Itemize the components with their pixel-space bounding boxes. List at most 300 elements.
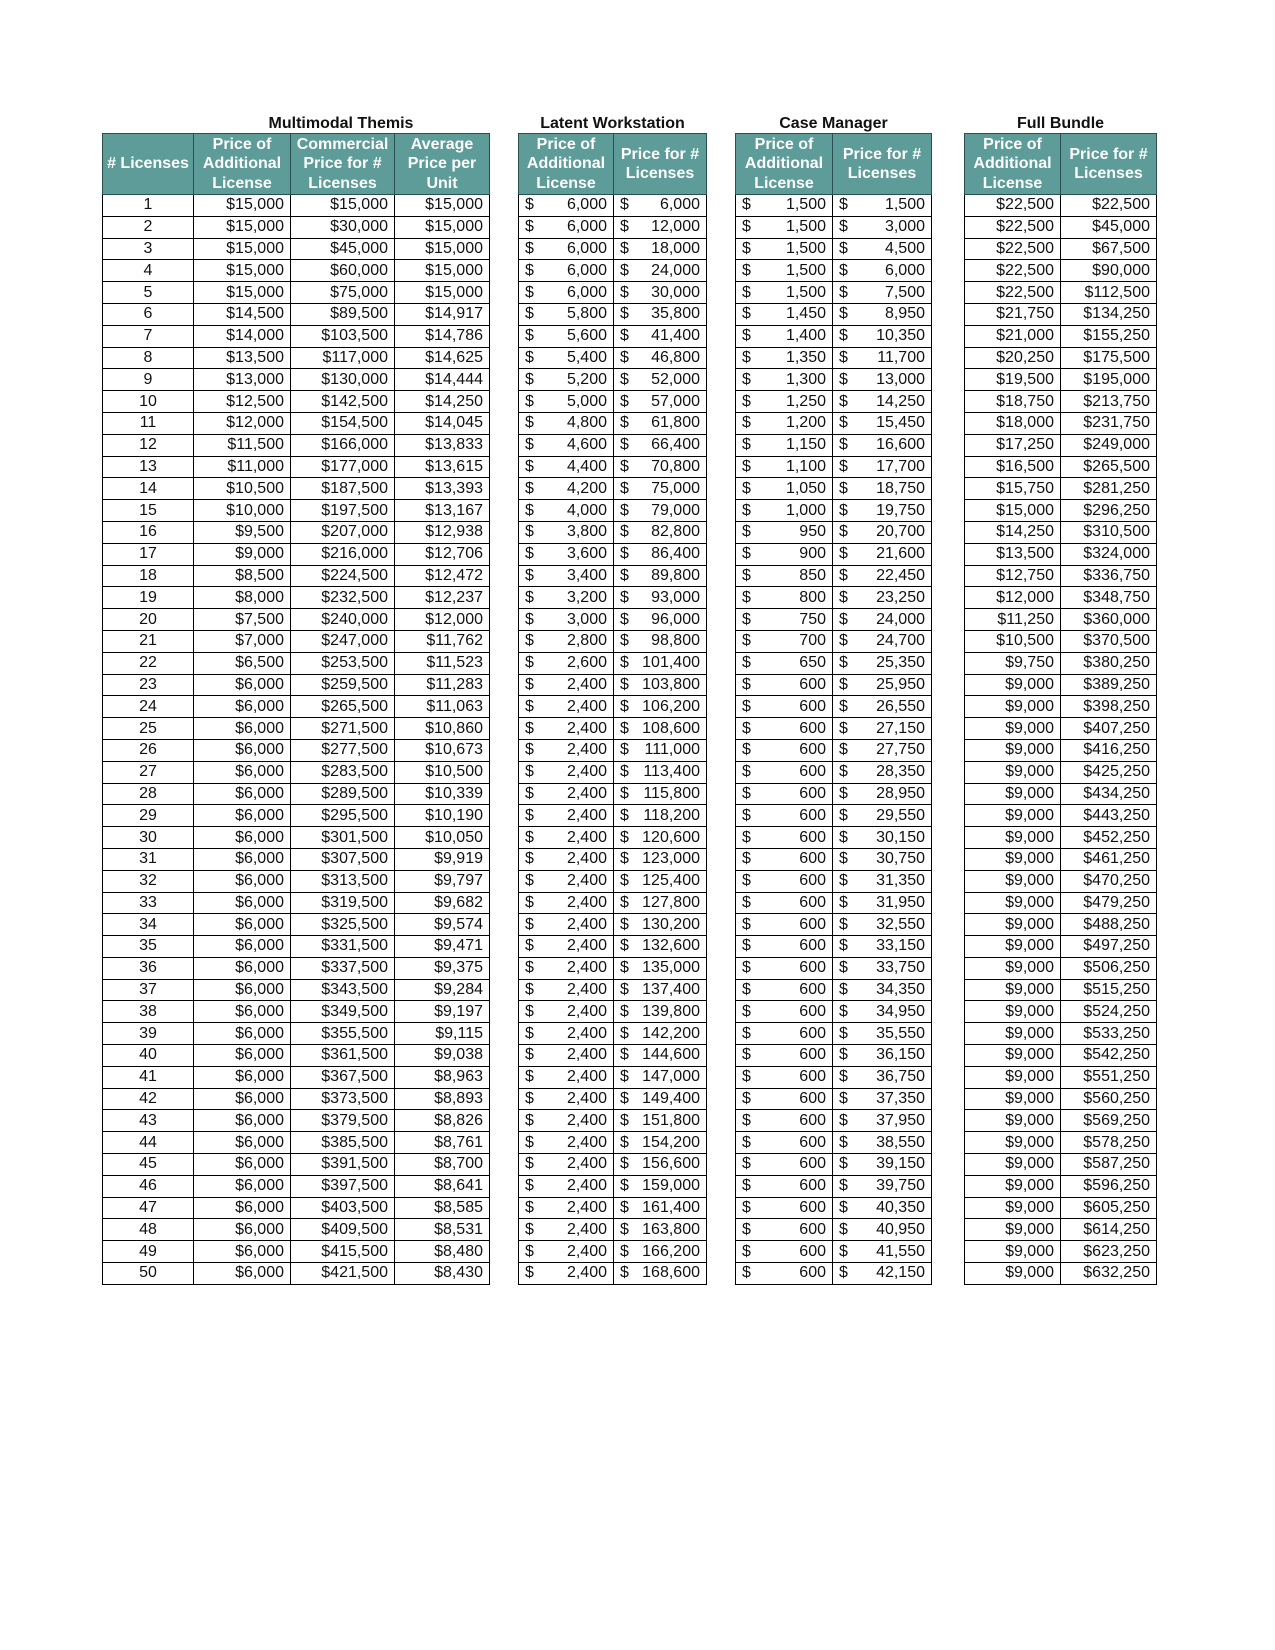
price-additional: $15,000 (194, 238, 291, 260)
license-count: 50 (103, 1263, 194, 1285)
amount: 600 (799, 981, 826, 999)
license-count: 28 (103, 783, 194, 805)
currency-symbol: $ (620, 566, 629, 584)
license-count: 26 (103, 739, 194, 761)
price-for-licenses (833, 1001, 932, 1023)
amount: 27,750 (876, 741, 925, 759)
table-row (519, 979, 707, 1001)
commercial-price: $207,000 (291, 521, 395, 543)
average-price: $12,472 (395, 565, 490, 587)
average-price: $10,860 (395, 718, 490, 740)
currency-symbol: $ (620, 741, 629, 759)
table-row (736, 478, 932, 500)
price-additional: $9,000 (965, 848, 1061, 870)
amount: 159,000 (642, 1177, 700, 1195)
amount: 101,400 (642, 654, 700, 672)
currency-symbol: $ (525, 893, 534, 911)
amount: 2,400 (566, 1264, 607, 1282)
amount: 25,350 (876, 654, 925, 672)
amount: 75,000 (651, 479, 700, 497)
price-additional: $6,000 (194, 674, 291, 696)
amount: 3,800 (566, 523, 607, 541)
case-manager-table (735, 133, 932, 1285)
currency-symbol: $ (839, 915, 848, 933)
table-row (965, 434, 1157, 456)
price-additional (519, 1197, 614, 1219)
price-additional: $6,000 (194, 848, 291, 870)
table-row (736, 870, 932, 892)
table-row (736, 957, 932, 979)
table-row (965, 1263, 1157, 1285)
average-price: $9,797 (395, 870, 490, 892)
currency-symbol: $ (525, 872, 534, 890)
table-row (519, 1110, 707, 1132)
price-for-licenses (614, 303, 707, 325)
price-additional (736, 1023, 833, 1045)
currency-symbol: $ (525, 850, 534, 868)
average-price: $11,063 (395, 696, 490, 718)
license-count: 10 (103, 391, 194, 413)
table-row (965, 565, 1157, 587)
currency-symbol: $ (742, 1111, 751, 1129)
amount: 12,000 (651, 218, 700, 236)
table-row (965, 216, 1157, 238)
amount: 115,800 (643, 784, 700, 802)
amount: 29,550 (876, 806, 925, 824)
price-for-licenses (833, 870, 932, 892)
table-row (519, 1023, 707, 1045)
currency-symbol: $ (525, 1242, 534, 1260)
header-price-additional: Price of Additional License (194, 134, 291, 195)
table-row (103, 936, 490, 958)
table-row (103, 1175, 490, 1197)
price-for-licenses (833, 652, 932, 674)
price-additional (736, 609, 833, 631)
currency-symbol: $ (620, 436, 629, 454)
amount: 35,550 (876, 1024, 925, 1042)
commercial-price: $45,000 (291, 238, 395, 260)
table-row (103, 827, 490, 849)
amount: 30,150 (876, 828, 925, 846)
currency-symbol: $ (620, 1002, 629, 1020)
table-row (965, 500, 1157, 522)
amount: 41,400 (651, 327, 700, 345)
amount: 108,600 (642, 719, 700, 737)
amount: 19,750 (876, 501, 925, 519)
license-count: 29 (103, 805, 194, 827)
price-for-licenses: $443,250 (1061, 805, 1157, 827)
price-additional (736, 565, 833, 587)
license-count: 14 (103, 478, 194, 500)
price-additional: $6,000 (194, 805, 291, 827)
price-additional: $6,000 (194, 914, 291, 936)
table-row (965, 892, 1157, 914)
currency-symbol: $ (620, 283, 629, 301)
commercial-price: $403,500 (291, 1197, 395, 1219)
average-price: $13,615 (395, 456, 490, 478)
commercial-price: $349,500 (291, 1001, 395, 1023)
price-for-licenses (833, 827, 932, 849)
amount: 2,400 (566, 741, 607, 759)
table-row (736, 1001, 932, 1023)
currency-symbol: $ (525, 697, 534, 715)
currency-symbol: $ (742, 654, 751, 672)
currency-symbol: $ (620, 610, 629, 628)
price-for-licenses (614, 1001, 707, 1023)
price-additional: $9,000 (965, 1263, 1061, 1285)
average-price: $13,167 (395, 500, 490, 522)
amount: 1,300 (785, 370, 826, 388)
price-for-licenses: $461,250 (1061, 848, 1157, 870)
average-price: $14,045 (395, 412, 490, 434)
price-additional (519, 1001, 614, 1023)
price-for-licenses (833, 412, 932, 434)
amount: 163,800 (642, 1220, 700, 1238)
price-for-licenses (614, 238, 707, 260)
currency-symbol: $ (525, 675, 534, 693)
average-price: $14,917 (395, 303, 490, 325)
table-row (519, 674, 707, 696)
table-row (519, 870, 707, 892)
amount: 2,400 (566, 719, 607, 737)
price-additional (736, 674, 833, 696)
currency-symbol: $ (620, 763, 629, 781)
amount: 600 (799, 1090, 826, 1108)
table-row (519, 587, 707, 609)
license-count: 1 (103, 195, 194, 217)
table-row (965, 347, 1157, 369)
amount: 39,750 (876, 1177, 925, 1195)
amount: 4,800 (566, 414, 607, 432)
amount: 21,600 (876, 545, 925, 563)
commercial-price: $216,000 (291, 543, 395, 565)
amount: 32,550 (876, 915, 925, 933)
license-count: 44 (103, 1132, 194, 1154)
commercial-price: $319,500 (291, 892, 395, 914)
price-for-licenses: $623,250 (1061, 1241, 1157, 1263)
price-additional: $15,000 (965, 500, 1061, 522)
price-for-licenses (833, 739, 932, 761)
price-additional: $9,000 (965, 914, 1061, 936)
table-row (103, 674, 490, 696)
currency-symbol: $ (839, 348, 848, 366)
table-row (519, 456, 707, 478)
currency-symbol: $ (525, 632, 534, 650)
currency-symbol: $ (620, 675, 629, 693)
price-for-licenses (833, 718, 932, 740)
currency-symbol: $ (620, 937, 629, 955)
table-row (103, 195, 490, 217)
price-for-licenses (614, 979, 707, 1001)
amount: 700 (799, 632, 826, 650)
table-row (519, 282, 707, 304)
table-row (736, 783, 932, 805)
price-for-licenses: $533,250 (1061, 1023, 1157, 1045)
commercial-price: $397,500 (291, 1175, 395, 1197)
license-count: 24 (103, 696, 194, 718)
price-for-licenses: $416,250 (1061, 739, 1157, 761)
price-additional (519, 674, 614, 696)
amount: 4,000 (566, 501, 607, 519)
average-price: $15,000 (395, 238, 490, 260)
amount: 600 (799, 1199, 826, 1217)
license-count: 21 (103, 630, 194, 652)
price-for-licenses (614, 805, 707, 827)
commercial-price: $30,000 (291, 216, 395, 238)
price-additional (519, 1219, 614, 1241)
average-price: $15,000 (395, 216, 490, 238)
price-for-licenses: $515,250 (1061, 979, 1157, 1001)
amount: 168,600 (642, 1264, 700, 1282)
table-row (736, 652, 932, 674)
price-additional (736, 805, 833, 827)
table-row (519, 892, 707, 914)
average-price: $14,786 (395, 325, 490, 347)
header-price-additional: Price of Additional License (736, 134, 833, 195)
price-additional: $9,000 (965, 1023, 1061, 1045)
price-additional (736, 521, 833, 543)
price-for-licenses: $434,250 (1061, 783, 1157, 805)
price-for-licenses (833, 1263, 932, 1285)
license-count: 35 (103, 936, 194, 958)
table-row (103, 1132, 490, 1154)
price-additional: $6,000 (194, 979, 291, 1001)
table-row (965, 1001, 1157, 1023)
amount: 2,400 (566, 1046, 607, 1064)
license-count: 22 (103, 652, 194, 674)
table-row (736, 434, 932, 456)
price-additional (736, 914, 833, 936)
currency-symbol: $ (839, 1024, 848, 1042)
price-additional (736, 478, 833, 500)
amount: 600 (799, 763, 826, 781)
price-additional: $19,500 (965, 369, 1061, 391)
case-manager-section (735, 115, 932, 1285)
commercial-price: $154,500 (291, 412, 395, 434)
currency-symbol: $ (742, 348, 751, 366)
currency-symbol: $ (620, 850, 629, 868)
price-for-licenses (833, 892, 932, 914)
multimodal-themis-body (103, 195, 490, 1285)
currency-symbol: $ (525, 392, 534, 410)
table-row (103, 1219, 490, 1241)
price-additional (519, 543, 614, 565)
currency-symbol: $ (620, 719, 629, 737)
currency-symbol: $ (742, 1177, 751, 1195)
table-row (519, 630, 707, 652)
price-for-licenses: $632,250 (1061, 1263, 1157, 1285)
currency-symbol: $ (620, 588, 629, 606)
amount: 6,000 (659, 196, 700, 214)
price-additional: $9,000 (965, 957, 1061, 979)
currency-symbol: $ (525, 457, 534, 475)
table-row (965, 412, 1157, 434)
price-additional: $14,500 (194, 303, 291, 325)
amount: 144,600 (642, 1046, 700, 1064)
currency-symbol: $ (742, 719, 751, 737)
amount: 52,000 (651, 370, 700, 388)
table-row (965, 456, 1157, 478)
amount: 600 (799, 1024, 826, 1042)
table-row (736, 1197, 932, 1219)
amount: 139,800 (642, 1002, 700, 1020)
currency-symbol: $ (839, 981, 848, 999)
currency-symbol: $ (839, 392, 848, 410)
price-additional: $6,000 (194, 1241, 291, 1263)
table-row (736, 936, 932, 958)
currency-symbol: $ (620, 784, 629, 802)
header-price-additional: Price of Additional License (965, 134, 1061, 195)
price-additional (519, 195, 614, 217)
price-additional: $9,000 (965, 1110, 1061, 1132)
table-row (736, 1023, 932, 1045)
price-for-licenses (614, 325, 707, 347)
amount: 600 (799, 1242, 826, 1260)
currency-symbol: $ (742, 457, 751, 475)
price-additional (736, 1175, 833, 1197)
price-for-licenses: $479,250 (1061, 892, 1157, 914)
amount: 6,000 (566, 261, 607, 279)
currency-symbol: $ (742, 915, 751, 933)
currency-symbol: $ (525, 545, 534, 563)
amount: 37,350 (876, 1090, 925, 1108)
table-row (103, 739, 490, 761)
license-count: 7 (103, 325, 194, 347)
price-additional: $9,000 (965, 979, 1061, 1001)
price-additional: $9,000 (965, 892, 1061, 914)
currency-symbol: $ (839, 806, 848, 824)
price-for-licenses (614, 1088, 707, 1110)
price-additional (519, 739, 614, 761)
currency-symbol: $ (620, 501, 629, 519)
price-additional (736, 1045, 833, 1067)
table-row (736, 1045, 932, 1067)
table-row (736, 282, 932, 304)
price-additional (519, 238, 614, 260)
price-additional (736, 783, 833, 805)
price-for-licenses: $324,000 (1061, 543, 1157, 565)
currency-symbol: $ (620, 654, 629, 672)
price-for-licenses (614, 478, 707, 500)
currency-symbol: $ (839, 218, 848, 236)
amount: 3,200 (566, 588, 607, 606)
case-manager-body (736, 195, 932, 1285)
price-for-licenses: $112,500 (1061, 282, 1157, 304)
price-for-licenses (833, 630, 932, 652)
price-for-licenses: $542,250 (1061, 1045, 1157, 1067)
currency-symbol: $ (620, 1155, 629, 1173)
price-additional: $20,250 (965, 347, 1061, 369)
price-for-licenses (614, 957, 707, 979)
amount: 2,600 (566, 654, 607, 672)
amount: 118,200 (643, 806, 700, 824)
table-row (736, 609, 932, 631)
table-row (103, 325, 490, 347)
price-for-licenses (614, 848, 707, 870)
amount: 1,450 (785, 305, 826, 323)
price-additional: $12,000 (965, 587, 1061, 609)
price-for-licenses: $569,250 (1061, 1110, 1157, 1132)
amount: 13,000 (876, 370, 925, 388)
currency-symbol: $ (620, 479, 629, 497)
header-price-for-licenses: Price for # Licenses (614, 134, 707, 195)
amount: 17,700 (876, 457, 925, 475)
currency-symbol: $ (839, 1002, 848, 1020)
amount: 6,000 (566, 218, 607, 236)
price-for-licenses: $578,250 (1061, 1132, 1157, 1154)
amount: 2,400 (566, 697, 607, 715)
commercial-price: $337,500 (291, 957, 395, 979)
table-row (103, 1110, 490, 1132)
table-row (965, 1197, 1157, 1219)
amount: 125,400 (642, 872, 700, 890)
license-count: 4 (103, 260, 194, 282)
currency-symbol: $ (839, 1090, 848, 1108)
price-for-licenses (614, 434, 707, 456)
table-row (965, 325, 1157, 347)
price-for-licenses (614, 1219, 707, 1241)
table-row (519, 195, 707, 217)
average-price: $15,000 (395, 282, 490, 304)
price-additional: $9,000 (194, 543, 291, 565)
header-commercial-price: Commercial Price for # Licenses (291, 134, 395, 195)
table-row (103, 216, 490, 238)
price-additional: $9,000 (965, 936, 1061, 958)
price-additional: $15,000 (194, 195, 291, 217)
license-count: 15 (103, 500, 194, 522)
price-for-licenses: $470,250 (1061, 870, 1157, 892)
currency-symbol: $ (525, 654, 534, 672)
table-row (965, 957, 1157, 979)
table-row (103, 718, 490, 740)
price-additional (519, 325, 614, 347)
commercial-price: $197,500 (291, 500, 395, 522)
price-for-licenses (833, 238, 932, 260)
amount: 38,550 (876, 1133, 925, 1151)
price-additional (519, 805, 614, 827)
commercial-price: $289,500 (291, 783, 395, 805)
commercial-price: $301,500 (291, 827, 395, 849)
amount: 600 (799, 697, 826, 715)
commercial-price: $355,500 (291, 1023, 395, 1045)
price-additional (736, 500, 833, 522)
license-count: 3 (103, 238, 194, 260)
currency-symbol: $ (525, 348, 534, 366)
price-for-licenses (614, 521, 707, 543)
price-for-licenses (614, 630, 707, 652)
amount: 36,750 (876, 1068, 925, 1086)
average-price: $9,375 (395, 957, 490, 979)
table-row (519, 783, 707, 805)
price-additional: $13,500 (965, 543, 1061, 565)
table-row (103, 456, 490, 478)
currency-symbol: $ (525, 196, 534, 214)
price-additional: $9,000 (965, 805, 1061, 827)
currency-symbol: $ (525, 763, 534, 781)
amount: 23,250 (876, 588, 925, 606)
currency-symbol: $ (620, 327, 629, 345)
commercial-price: $421,500 (291, 1263, 395, 1285)
price-additional: $9,500 (194, 521, 291, 543)
price-for-licenses: $506,250 (1061, 957, 1157, 979)
price-for-licenses (833, 914, 932, 936)
price-additional: $6,000 (194, 892, 291, 914)
currency-symbol: $ (839, 893, 848, 911)
currency-symbol: $ (839, 763, 848, 781)
amount: 26,550 (876, 697, 925, 715)
table-row (519, 1197, 707, 1219)
currency-symbol: $ (620, 370, 629, 388)
